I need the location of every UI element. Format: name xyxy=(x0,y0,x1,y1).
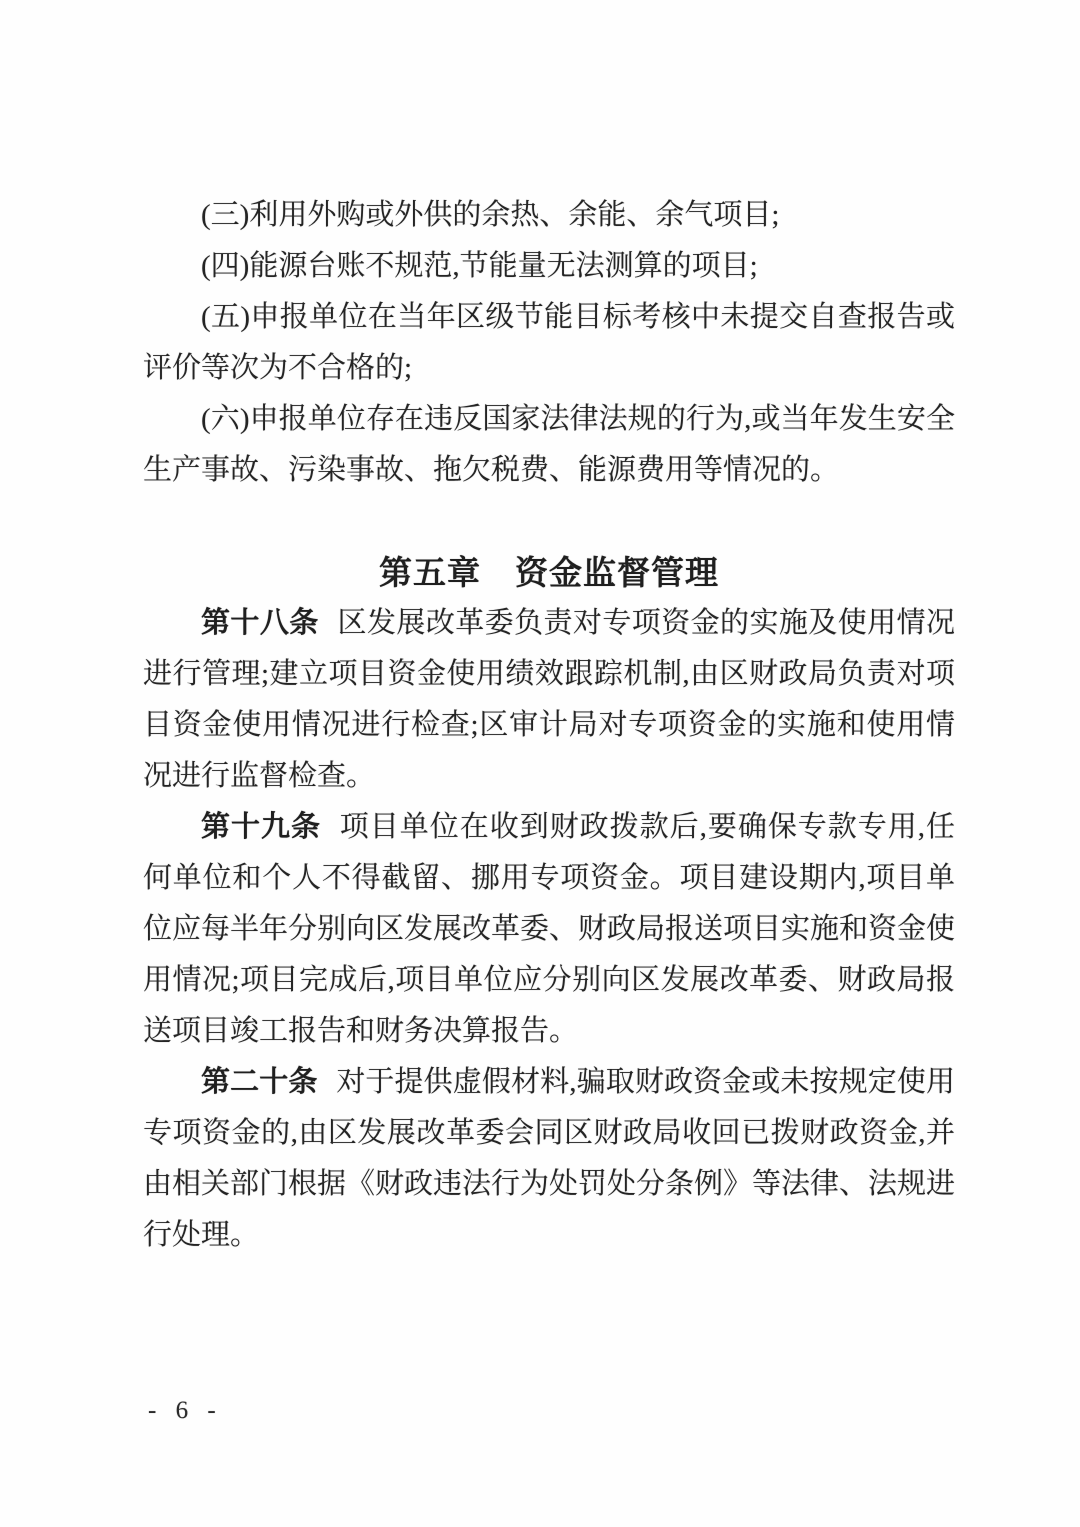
article-paragraph-20 xyxy=(143,1057,955,1261)
chapter-heading: 第五章 资金监督管理 xyxy=(379,554,719,591)
list-item-6: (六)申报单位存在违反国家法律法规的行为,或当年发生安全生产事故、污染事故、拖欠税费、能源费用等情况的。 xyxy=(143,403,955,486)
article-paragraph-18 xyxy=(143,598,955,802)
article-number-20: 第二十条 xyxy=(201,1066,318,1098)
article-body-20: 对于提供虚假材料,骗取财政资金或未按规定使用专项资金的,由区发展改革委会同区财政局收回已拨财政资金,并由相关部门根据《财政违法行为处罚处分条例》等法律、法规进行处理。 xyxy=(143,1066,956,1251)
article-number-18: 第十八条 xyxy=(201,607,319,639)
article-body-19: 项目单位在收到财政拨款后,要确保专款专用,任何单位和个人不得截留、挪用专项资金。项目建设期内,项目单位应每半年分别向区发展改革委、财政局报送项目实施和资金使用情况;项目完成后,项目单位应分别向区发展改革委、财政局报送项目竣工报告和财务决算报告。 xyxy=(143,811,956,1047)
page-number: - 6 - xyxy=(148,1397,218,1424)
document-content xyxy=(143,190,955,1261)
list-item-3: (三)利用外购或外供的余热、余能、余气项目; xyxy=(201,199,780,231)
article-paragraph-19 xyxy=(143,802,955,1057)
article-number-19: 第十九条 xyxy=(201,811,321,843)
list-item-4: (四)能源台账不规范,节能量无法测算的项目; xyxy=(201,250,758,282)
list-item-5: (五)申报单位在当年区级节能目标考核中未提交自查报告或评价等次为不合格的; xyxy=(143,301,955,384)
article-body-18: 区发展改革委负责对专项资金的实施及使用情况进行管理;建立项目资金使用绩效跟踪机制,由区财政局负责对项目资金使用情况进行检查;区审计局对专项资金的实施和使用情况进行监督检查。 xyxy=(143,607,955,792)
